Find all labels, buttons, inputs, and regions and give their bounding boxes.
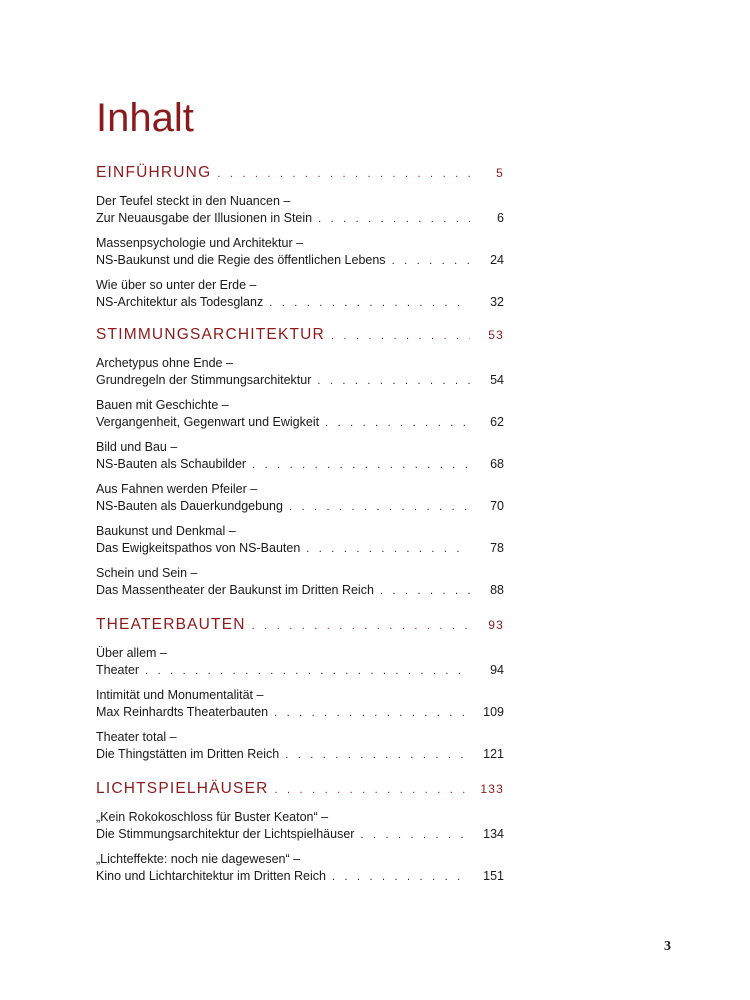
toc-entry-subtitle: Die Stimmungsarchitektur der Lichtspielhäuser <box>96 827 355 841</box>
dot-leader <box>269 297 470 309</box>
section-heading[interactable] <box>96 164 504 182</box>
toc-entry[interactable] <box>96 295 504 309</box>
toc-entry-title[interactable]: „Kein Rokokoschloss für Buster Keaton“ – <box>96 810 329 824</box>
toc-entry-subtitle: Grundregeln der Stimmungsarchitektur <box>96 373 312 387</box>
toc-entry-subtitle: Vergangenheit, Gegenwart und Ewigkeit <box>96 415 320 429</box>
toc-entry-subtitle: Kino und Lichtarchitektur im Dritten Reich <box>96 869 326 883</box>
page-number: 3 <box>664 939 671 954</box>
toc-entry-title[interactable]: „Lichteffekte: noch nie dagewesen“ – <box>96 852 301 866</box>
toc-entry-title[interactable]: Aus Fahnen werden Pfeiler – <box>96 482 258 496</box>
toc-entry-subtitle: Zur Neuausgabe der Illusionen in Stein <box>96 211 313 225</box>
toc-entry[interactable] <box>96 541 504 555</box>
section-heading[interactable] <box>96 326 504 344</box>
toc-entry-title[interactable]: Über allem – <box>96 646 167 660</box>
toc-entry-page-number: 24 <box>490 253 504 267</box>
dot-leader <box>252 459 470 471</box>
dot-leader <box>145 665 470 677</box>
dot-leader <box>306 543 470 555</box>
toc-entry-title[interactable]: Der Teufel steckt in den Nuancen – <box>96 194 291 208</box>
section-heading[interactable] <box>96 616 504 634</box>
toc-entry-page-number: 32 <box>490 295 504 309</box>
toc-entry-page-number: 54 <box>490 373 504 387</box>
section-title: LICHTSPIELHÄUSER <box>96 780 269 797</box>
toc-entry[interactable] <box>96 705 504 719</box>
toc-entry-page-number: 88 <box>490 583 504 597</box>
toc-entry[interactable] <box>96 583 504 597</box>
dot-leader <box>360 829 470 841</box>
dot-leader <box>217 168 470 180</box>
dot-leader <box>325 417 470 429</box>
dot-leader <box>289 501 470 513</box>
toc-entry-subtitle: Max Reinhardts Theaterbauten <box>96 705 269 719</box>
toc-entry-title[interactable]: Massenpsychologie und Architektur – <box>96 236 304 250</box>
section-page-number: 53 <box>488 328 504 342</box>
toc-entry-page-number: 78 <box>490 541 504 555</box>
toc-entry-title[interactable]: Intimität und Monumentalität – <box>96 688 264 702</box>
toc-entry-title[interactable]: Theater total – <box>96 730 177 744</box>
toc-entry-page-number: 68 <box>490 457 504 471</box>
section-page-number: 133 <box>480 782 504 796</box>
toc-entry[interactable] <box>96 211 504 225</box>
toc-entry-title[interactable]: Bauen mit Geschichte – <box>96 398 229 412</box>
toc-entry[interactable] <box>96 663 504 677</box>
toc-entry-page-number: 70 <box>490 499 504 513</box>
toc-entry-subtitle: Das Ewigkeitspathos von NS-Bauten <box>96 541 301 555</box>
toc-entry-page-number: 94 <box>490 663 504 677</box>
section-page-number: 93 <box>488 618 504 632</box>
toc-entry[interactable] <box>96 253 504 267</box>
toc-entry-page-number: 62 <box>490 415 504 429</box>
toc-entry[interactable] <box>96 499 504 513</box>
toc-entry-subtitle: NS-Bauten als Dauerkundgebung <box>96 499 283 513</box>
toc-entry[interactable] <box>96 869 504 883</box>
dot-leader <box>285 749 470 761</box>
toc-entry-subtitle: NS-Baukunst und die Regie des öffentlichen Lebens <box>96 253 386 267</box>
toc-entry-subtitle: Theater <box>96 663 140 677</box>
toc-entry-page-number: 151 <box>483 869 504 883</box>
toc-entry-title[interactable]: Archetypus ohne Ende – <box>96 356 233 370</box>
dot-leader <box>318 213 470 225</box>
dot-leader <box>252 620 470 632</box>
dot-leader <box>275 784 469 796</box>
toc-entry-title[interactable]: Schein und Sein – <box>96 566 198 580</box>
toc-entry[interactable] <box>96 373 504 387</box>
toc-entry[interactable] <box>96 747 504 761</box>
toc-entry-title[interactable]: Wie über so unter der Erde – <box>96 278 257 292</box>
toc-entry-title[interactable]: Baukunst und Denkmal – <box>96 524 236 538</box>
toc-entry[interactable] <box>96 415 504 429</box>
toc-entry-subtitle: Das Massentheater der Baukunst im Dritten Reich <box>96 583 374 597</box>
dot-leader <box>392 255 470 267</box>
toc-entry-page-number: 134 <box>483 827 504 841</box>
toc-entry-title[interactable]: Bild und Bau – <box>96 440 178 454</box>
section-heading[interactable] <box>96 780 504 798</box>
toc-entry-subtitle: NS-Architektur als Todesglanz <box>96 295 264 309</box>
toc-entry-page-number: 109 <box>483 705 504 719</box>
page-title: Inhalt <box>96 96 194 140</box>
toc-entry-subtitle: Die Thingstätten im Dritten Reich <box>96 747 280 761</box>
toc-entry-page-number: 121 <box>483 747 504 761</box>
toc-entry-subtitle: NS-Bauten als Schaubilder <box>96 457 247 471</box>
toc-entry[interactable] <box>96 827 504 841</box>
dot-leader <box>380 585 470 597</box>
section-title: EINFÜHRUNG <box>96 164 212 181</box>
toc-entry[interactable] <box>96 457 504 471</box>
section-page-number: 5 <box>496 166 504 180</box>
toc-entry-page-number: 6 <box>497 211 504 225</box>
dot-leader <box>317 375 470 387</box>
section-title: STIMMUNGSARCHITEKTUR <box>96 326 325 343</box>
section-title: THEATERBAUTEN <box>96 616 246 633</box>
dot-leader <box>274 707 470 719</box>
dot-leader <box>331 330 470 342</box>
dot-leader <box>332 871 470 883</box>
